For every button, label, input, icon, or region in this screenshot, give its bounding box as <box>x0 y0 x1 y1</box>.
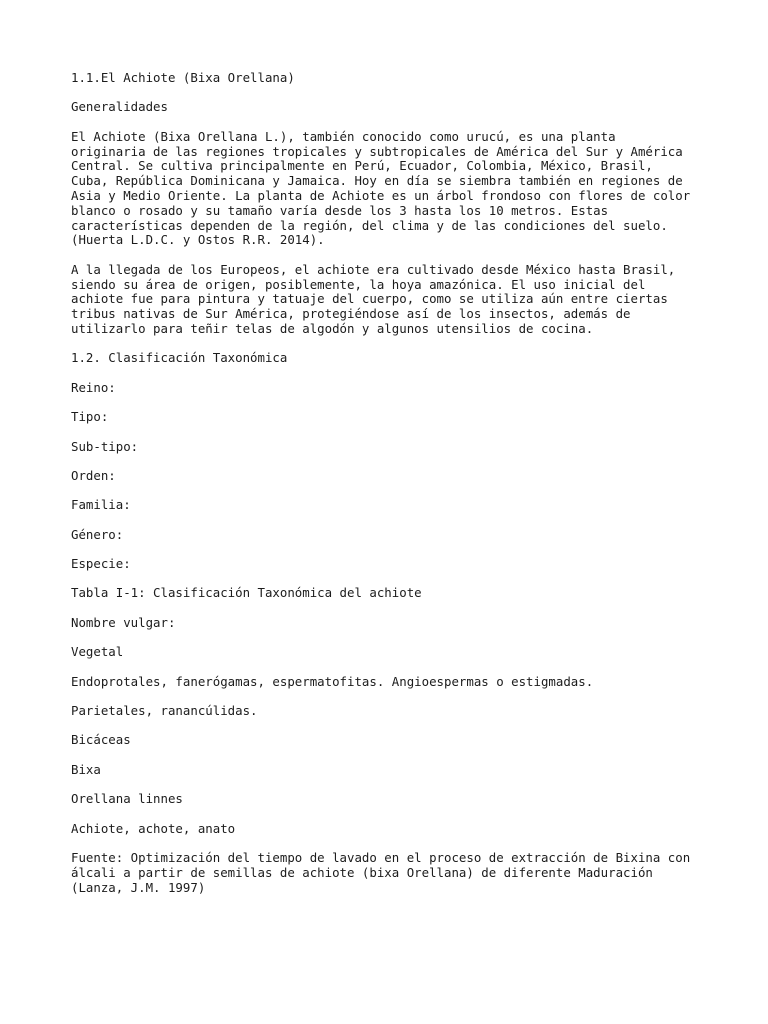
paragraph-line: siendo su área de origen, posiblemente, la hoya amazónica. El uso inicial del <box>71 276 646 292</box>
paragraph-generalidades <box>71 130 708 248</box>
label-tipo: Tipo: <box>71 409 109 425</box>
paragraph-line: características dependen de la región, del clima y de las condiciones del suelo. <box>71 217 668 233</box>
value-reino: Vegetal <box>71 644 124 660</box>
label-reino: Reino: <box>71 379 116 395</box>
paragraph-line: utilizarlo para teñir telas de algodón y algunos utensilios de cocina. <box>71 320 594 336</box>
label-genero: Género: <box>71 526 124 542</box>
value-tipo: Endoprotales, fanerógamas, espermatofitas. Angioespermas o estigmadas. <box>71 673 594 689</box>
value-nombre-vulgar: Achiote, achote, anato <box>71 820 236 836</box>
paragraph-line: (Huerta L.D.C. y Ostos R.R. 2014). <box>71 232 325 248</box>
source-line: Fuente: Optimización del tiempo de lavado en el proceso de extracción de Bixina con <box>71 849 691 865</box>
paragraph-line: Cuba, República Dominicana y Jamaica. Hoy en día se siembra también en regiones de <box>71 173 683 189</box>
paragraph-line: tribus nativas de Sur América, protegiéndose así de los insectos, además de <box>71 306 631 322</box>
value-orden: Parietales, ranancúlidas. <box>71 703 258 719</box>
value-especie: Orellana linnes <box>71 791 183 807</box>
paragraph-line: blanco o rosado y su tamaño varía desde los 3 hasta los 10 metros. Estas <box>71 202 609 218</box>
label-especie: Especie: <box>71 556 131 572</box>
label-subtipo: Sub-tipo: <box>71 438 139 454</box>
paragraph-line: Central. Se cultiva principalmente en Perú, Ecuador, Colombia, México, Brasil, <box>71 158 653 174</box>
label-familia: Familia: <box>71 497 131 513</box>
section-heading: 1.1.El Achiote (Bixa Orellana) <box>71 70 295 85</box>
paragraph-line: Asia y Medio Oriente. La planta de Achiote es un árbol frondoso con flores de color <box>71 187 691 203</box>
paragraph-line: A la llegada de los Europeos, el achiote era cultivado desde México hasta Brasil, <box>71 261 676 277</box>
paragraph-line: El Achiote (Bixa Orellana L.), también conocido como urucú, es una planta <box>71 128 616 144</box>
value-familia: Bicáceas <box>71 732 131 748</box>
paragraph-line: originaria de las regiones tropicales y subtropicales de América del Sur y América <box>71 143 683 159</box>
subheading: Generalidades <box>71 99 168 115</box>
paragraph-line: achiote fue para pintura y tatuaje del cuerpo, como se utiliza aún entre ciertas <box>71 291 668 307</box>
source-line: álcali a partir de semillas de achiote (bixa Orellana) de diferente Maduración <box>71 864 653 880</box>
taxonomy-heading: 1.2. Clasificación Taxonómica <box>71 350 288 366</box>
value-genero: Bixa <box>71 761 101 777</box>
source-citation <box>71 851 708 895</box>
label-orden: Orden: <box>71 467 116 483</box>
source-line: (Lanza, J.M. 1997) <box>71 879 206 895</box>
paragraph-history <box>71 263 708 337</box>
label-nombre-vulgar: Nombre vulgar: <box>71 614 176 630</box>
table-caption: Tabla I-1: Clasificación Taxonómica del achiote <box>71 585 422 601</box>
